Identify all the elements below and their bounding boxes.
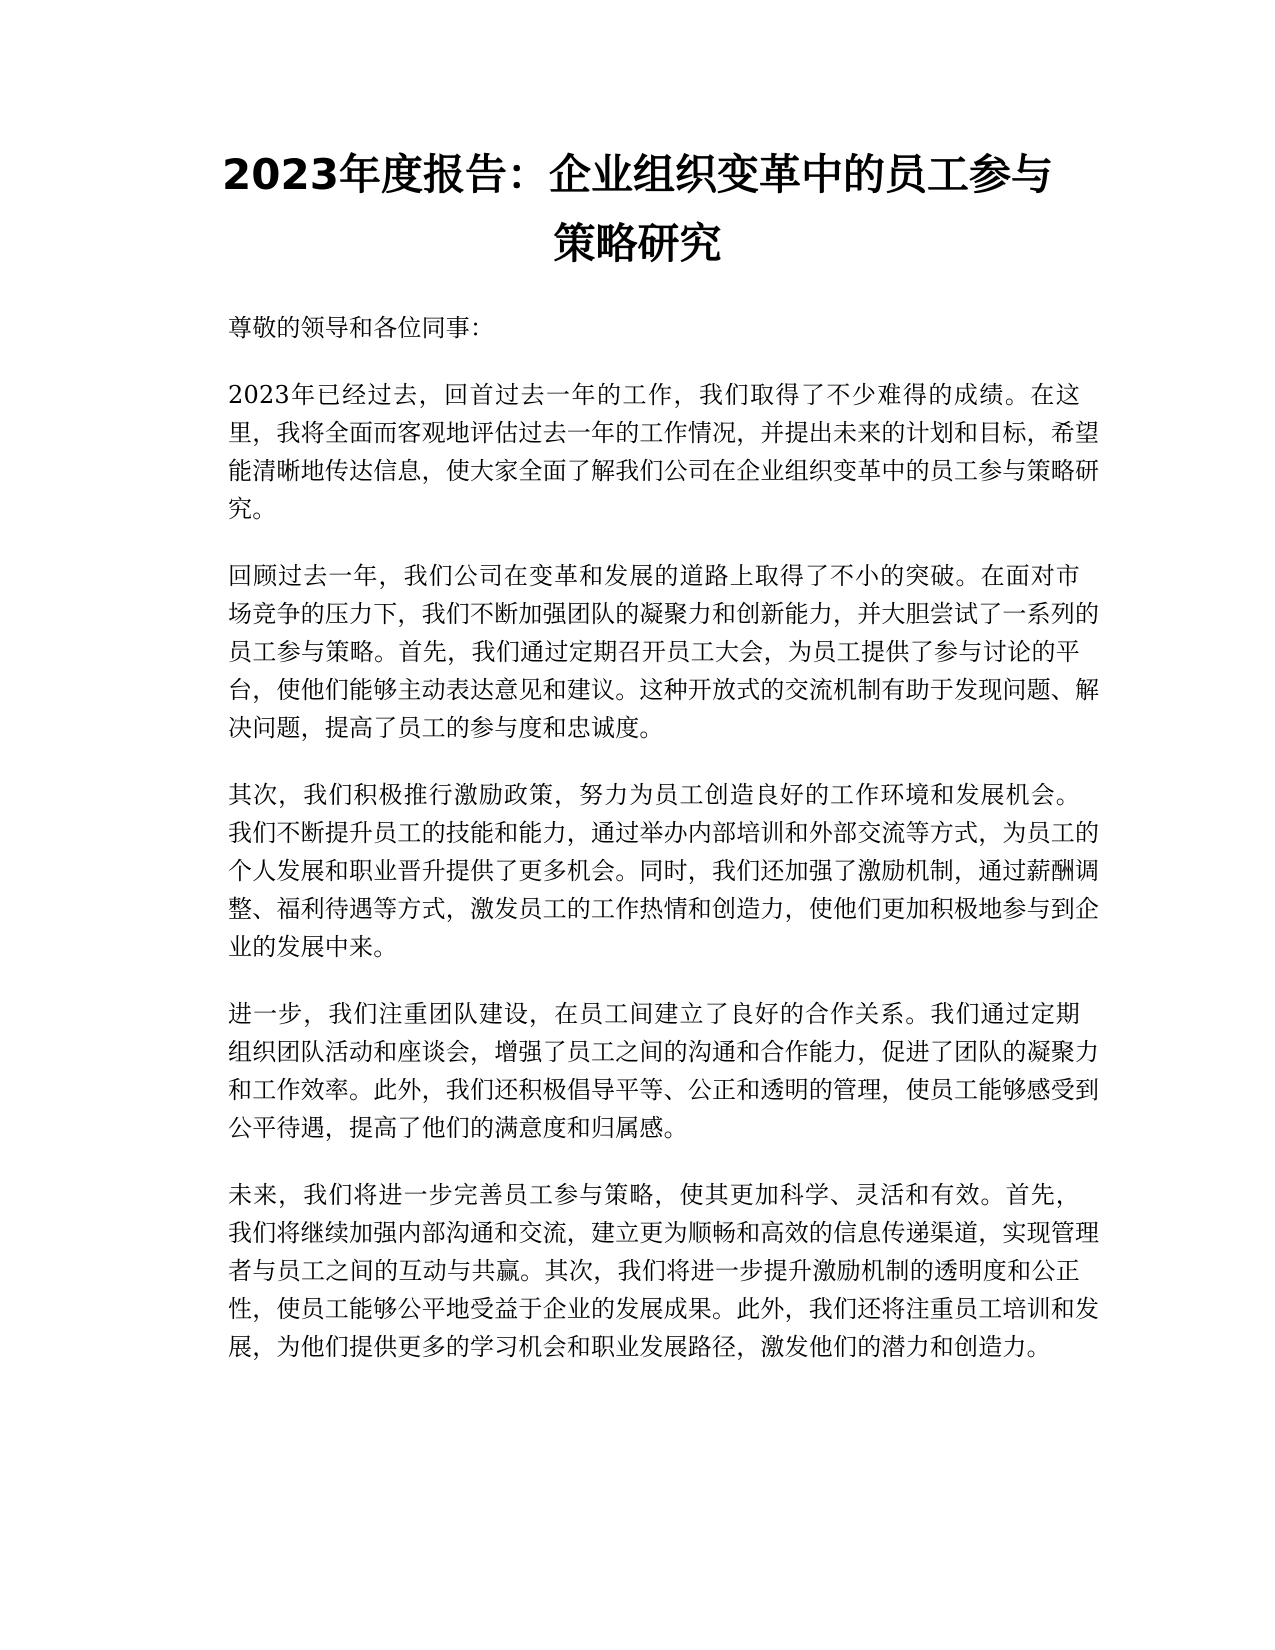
text-line: 我们将继续加强内部沟通和交流，建立更为顺畅和高效的信息传递渠道，实现管理 (228, 1219, 1100, 1247)
text-line: 和工作效率。此外，我们还积极倡导平等、公正和透明的管理，使员工能够感受到 (228, 1076, 1100, 1104)
text-line: 整、福利待遇等方式，激发员工的工作热情和创造力，使他们更加积极地参与到企 (228, 895, 1100, 923)
text-line: 台，使他们能够主动表达意见和建议。这种开放式的交流机制有助于发现问题、解 (228, 676, 1100, 704)
text-line: 场竞争的压力下，我们不断加强团队的凝聚力和创新能力，并大胆尝试了一系列的 (228, 600, 1100, 628)
text-line: 性，使员工能够公平地受益于企业的发展成果。此外，我们还将注重员工培训和发 (228, 1295, 1100, 1323)
text-line: 者与员工之间的互动与共赢。其次，我们将进一步提升激励机制的透明度和公正 (228, 1257, 1080, 1285)
text-line: 展，为他们提供更多的学习机会和职业发展路径，激发他们的潜力和创造力。 (228, 1333, 1051, 1361)
text-line: 其次，我们积极推行激励政策，努力为员工创造良好的工作环境和发展机会。 (228, 781, 1080, 809)
text-line: 个人发展和职业晋升提供了更多机会。同时，我们还加强了激励机制，通过薪酬调 (228, 857, 1100, 885)
text-line: 进一步，我们注重团队建设，在员工间建立了良好的合作关系。我们通过定期 (228, 1000, 1080, 1028)
paragraph (180, 995, 1100, 1147)
greeting (180, 309, 1080, 347)
title-line: 2023年度报告：企业组织变革中的员工参与 (222, 150, 1053, 199)
paragraph (180, 1176, 1100, 1366)
text-line: 回顾过去一年，我们公司在变革和发展的道路上取得了不小的突破。在面对市 (228, 562, 1080, 590)
text-line: 我们不断提升员工的技能和能力，通过举办内部培训和外部交流等方式，为员工的 (228, 819, 1100, 847)
paragraph (180, 376, 1100, 528)
text-line: 组织团队活动和座谈会，增强了员工之间的沟通和合作能力，促进了团队的凝聚力 (228, 1038, 1100, 1066)
paragraph (180, 776, 1100, 966)
text-line: 决问题，提高了员工的参与度和忠诚度。 (228, 714, 664, 742)
title-line: 策略研究 (553, 219, 722, 268)
text-line: 未来，我们将进一步完善员工参与策略，使其更加科学、灵活和有效。首先， (228, 1181, 1080, 1209)
text-line: 尊敬的领导和各位同事： (228, 314, 495, 342)
text-line: 究。 (228, 495, 277, 523)
text-line: 公平待遇，提高了他们的满意度和归属感。 (228, 1114, 688, 1142)
paragraph (180, 557, 1100, 747)
text-line: 能清晰地传达信息，使大家全面了解我们公司在企业组织变革中的员工参与策略研 (228, 457, 1100, 485)
text-line: 员工参与策略。首先，我们通过定期召开员工大会，为员工提供了参与讨论的平 (228, 638, 1080, 666)
text-line: 业的发展中来。 (228, 933, 398, 961)
text-line: 2023年已经过去，回首过去一年的工作，我们取得了不少难得的成绩。在这 (228, 381, 1080, 409)
text-line: 里，我将全面而客观地评估过去一年的工作情况，并提出未来的计划和目标，希望 (228, 419, 1100, 447)
document-body (180, 309, 1100, 1395)
document-title (150, 140, 1125, 278)
